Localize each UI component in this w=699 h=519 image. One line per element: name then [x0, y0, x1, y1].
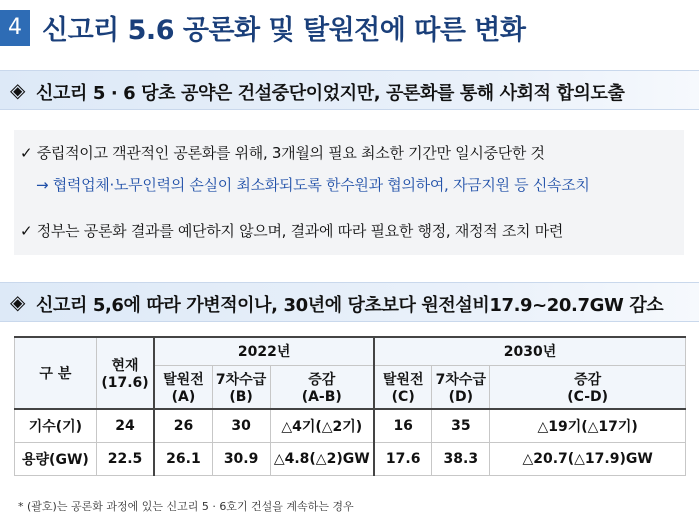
header-col-cd-label: 증감: [574, 371, 602, 388]
bullet-item-2: ✓ 정부는 공론화 결과를 예단하지 않으며, 결과에 따라 필요한 행정, 재정적 조치 마련: [20, 222, 564, 240]
row-label: 기수(기): [15, 409, 97, 442]
header-col-ab: [270, 365, 374, 409]
section1-heading: 신고리 5 · 6 당초 공약은 건설중단이었지만, 공론화를 통해 사회적 합의도출: [36, 83, 625, 104]
header-col-a-sub: (A): [171, 388, 196, 405]
cell-d: 38.3: [432, 442, 490, 475]
cell-d: 35: [432, 409, 490, 442]
page-title: 신고리 5.6 공론화 및 탈원전에 따른 변화: [42, 15, 526, 46]
section-number-badge: 4: [0, 10, 30, 46]
bullet-item-1: ✓ 중립적이고 객관적인 공론화를 위해, 3개월의 필요 최소한 기간만 일시중단한 것: [20, 144, 545, 162]
header-current-label: 현재: [111, 358, 139, 374]
cell-cd: △20.7(△17.9)GW: [490, 442, 686, 475]
cell-current: 24: [96, 409, 154, 442]
cell-a: 26.1: [154, 442, 212, 475]
table-row: [15, 409, 686, 442]
cell-a: 26: [154, 409, 212, 442]
header-col-cd-sub: (C-D): [567, 388, 609, 405]
header-col-ab-sub: (A-B): [301, 388, 342, 405]
header-category: 구 분: [15, 337, 97, 409]
page-title-row: [0, 0, 699, 50]
cell-ab: △4기(△2기): [270, 409, 374, 442]
cell-b: 30.9: [212, 442, 270, 475]
section2-heading: 신고리 5,6에 따라 가변적이나, 30년에 당초보다 원전설비17.9~20.7GW 감소: [36, 295, 664, 316]
cell-ab: △4.8(△2)GW: [270, 442, 374, 475]
header-col-d: [432, 365, 490, 409]
header-col-d-sub: (D): [448, 388, 474, 405]
section1-content-box: [14, 130, 684, 255]
header-col-ab-label: 증감: [308, 371, 336, 388]
cell-b: 30: [212, 409, 270, 442]
cell-c: 16: [374, 409, 432, 442]
header-col-cd: [490, 365, 686, 409]
header-col-c-label: 탈원전: [382, 371, 424, 388]
nuclear-capacity-table: [14, 336, 686, 476]
header-col-b-label: 7차수급: [215, 371, 267, 388]
header-col-b-sub: (B): [229, 388, 253, 405]
header-col-c-sub: (C): [391, 388, 415, 405]
diamond-bullet-icon: ◈: [10, 78, 26, 102]
cell-c: 17.6: [374, 442, 432, 475]
row-label: 용량(GW): [15, 442, 97, 475]
diamond-bullet-icon: ◈: [10, 290, 26, 314]
section1-banner: [0, 70, 699, 110]
header-col-a-label: 탈원전: [163, 371, 204, 388]
header-col-b: [212, 365, 270, 409]
header-col-a: [154, 365, 212, 409]
header-current: [96, 337, 154, 409]
cell-cd: △19기(△17기): [490, 409, 686, 442]
header-year-2022: 2022년: [154, 337, 374, 365]
footnote: * (괄호)는 공론화 과정에 있는 신고리 5 · 6호기 건설을 계속하는 경우: [18, 500, 354, 513]
header-year-2030: 2030년: [374, 337, 686, 365]
header-current-sub: (17.6): [101, 375, 149, 391]
cell-current: 22.5: [96, 442, 154, 475]
header-col-c: [374, 365, 432, 409]
arrow-subitem: → 협력업체·노무인력의 손실이 최소화되도록 한수원과 협의하여, 자금지원 등 신속조치: [36, 176, 590, 194]
section2-banner: [0, 282, 699, 322]
table-row: [15, 442, 686, 475]
header-col-d-label: 7차수급: [435, 371, 486, 388]
